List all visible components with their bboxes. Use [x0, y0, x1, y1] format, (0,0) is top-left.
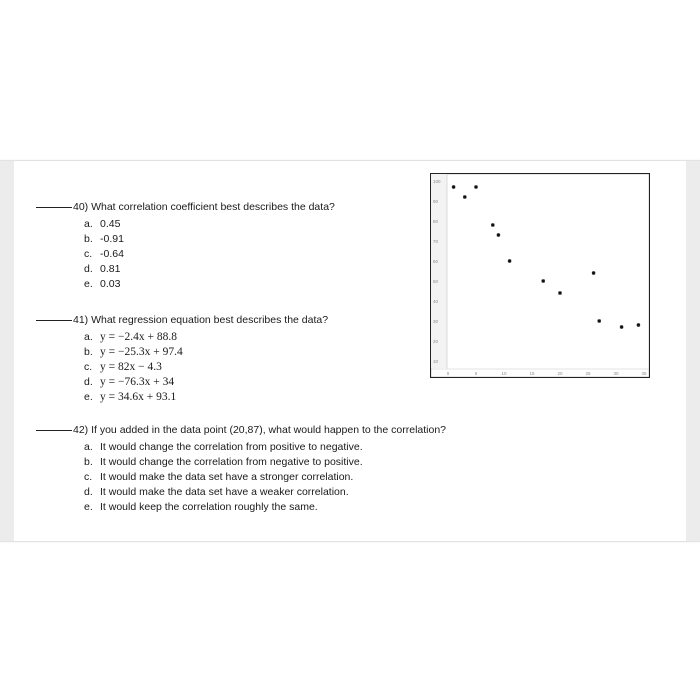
x-tick-label: 15 [529, 371, 535, 376]
q40-option-e[interactable]: e. 0.03 [84, 278, 121, 290]
x-tick-label: 20 [557, 371, 563, 376]
data-point [497, 233, 501, 237]
data-point [592, 271, 596, 275]
y-tick-label: 90 [433, 199, 439, 204]
y-tick-label: 10 [433, 359, 439, 364]
q41-option-d[interactable]: d. y = −76.3x + 34 [84, 376, 175, 388]
y-tick-label: 20 [433, 339, 439, 344]
q42-option-a[interactable]: a. It would change the correlation from positive to negative. [84, 441, 363, 453]
q42-option-b[interactable]: b. It would change the correlation from negative to positive. [84, 456, 363, 468]
question-41-options [36, 330, 328, 405]
x-tick-label: 5 [474, 371, 478, 376]
data-point [463, 195, 467, 199]
question-40-text: 40) What correlation coefficient best describes the data? [73, 201, 335, 213]
y-tick-label: 100 [433, 179, 441, 184]
y-tick-label: 50 [433, 279, 439, 284]
answer-blank-42[interactable] [36, 430, 72, 431]
q41-option-a[interactable]: a. y = −2.4x + 88.8 [84, 331, 177, 343]
question-41-text: 41) What regression equation best describes the data? [73, 314, 329, 326]
data-point [558, 291, 562, 295]
y-tick-label: 40 [433, 299, 439, 304]
question-40 [36, 200, 335, 292]
q40-option-d[interactable]: d. 0.81 [84, 263, 121, 275]
data-point [637, 323, 641, 327]
y-tick-label: 30 [433, 319, 439, 324]
data-point [452, 185, 456, 189]
x-tick-label: 0 [446, 371, 450, 376]
q42-option-e[interactable]: e. It would keep the correlation roughly the same. [84, 501, 318, 513]
q41-option-b[interactable]: b. y = −25.3x + 97.4 [84, 346, 183, 358]
y-tick-label: 70 [433, 239, 439, 244]
data-point [541, 279, 545, 283]
data-point [491, 223, 495, 227]
data-point [508, 259, 512, 263]
y-tick-label: 60 [433, 259, 439, 264]
data-point [620, 325, 624, 329]
answer-blank-40[interactable] [36, 207, 72, 208]
plot-frame [431, 174, 650, 378]
q42-option-d[interactable]: d. It would make the data set have a weaker correlation. [84, 486, 349, 498]
q41-option-c[interactable]: c. y = 82x − 4.3 [84, 361, 162, 373]
data-point [474, 185, 478, 189]
q40-option-a[interactable]: a. 0.45 [84, 218, 121, 230]
question-42-text: 42) If you added in the data point (20,87), what would happen to the correlation? [73, 424, 447, 436]
q42-option-c[interactable]: c. It would make the data set have a stronger correlation. [84, 471, 354, 483]
question-40-options [36, 217, 335, 292]
q40-option-b[interactable]: b. -0.91 [84, 233, 124, 245]
x-tick-label: 30 [613, 371, 619, 376]
x-tick-label: 35 [641, 371, 647, 376]
question-42 [36, 423, 446, 515]
data-point [597, 319, 601, 323]
q40-option-c[interactable]: c. -0.64 [84, 248, 124, 260]
x-tick-label: 10 [501, 371, 507, 376]
question-41 [36, 313, 328, 405]
scatter-plot [430, 173, 650, 378]
question-42-options [36, 440, 446, 515]
answer-blank-41[interactable] [36, 320, 72, 321]
y-tick-label: 80 [433, 219, 439, 224]
q41-option-e[interactable]: e. y = 34.6x + 93.1 [84, 391, 177, 403]
x-tick-label: 25 [585, 371, 591, 376]
